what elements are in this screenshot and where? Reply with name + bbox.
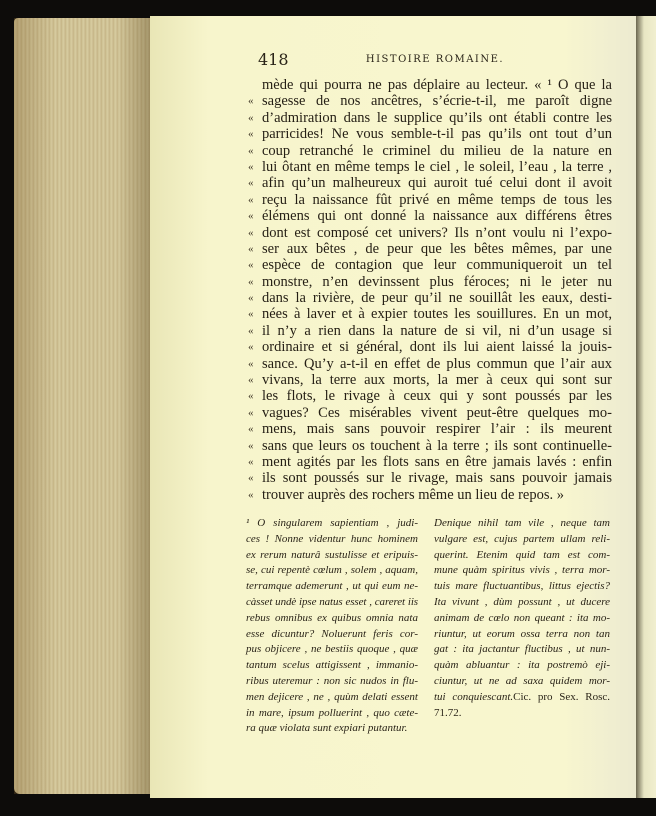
line-text: sagesse de nos ancêtres, s’écrie-t-il, me paroît digne [262, 93, 612, 110]
footnote-right-column [434, 516, 610, 721]
text-line [248, 437, 612, 454]
running-title: HISTOIRE ROMAINE. [365, 54, 505, 65]
quote-mark: « [248, 423, 254, 436]
text-line [248, 240, 612, 257]
footnote-line [434, 690, 610, 706]
text-line [248, 224, 612, 241]
footnote-line: Ita vivunt , dùm possunt , ut ducere [434, 595, 610, 608]
line-text: vivans, la terre aux morts, la mer à ceux qui sont sur [262, 372, 612, 389]
text-line [248, 470, 612, 487]
footnote-line: ciuntur, ut ne ad saxa quidem mor- [434, 674, 610, 687]
footnote-line: ra quæ violata sunt expiari putantur. [246, 722, 408, 735]
footnote-line: men dejicere , ne , quùm delati essent [246, 690, 418, 703]
line-text: vagues? Ces misérables vivent peut-être quelques mo- [262, 404, 612, 421]
footnote-line: esse dicuntur? Noluerunt feris cor- [246, 627, 418, 640]
text-line [248, 388, 612, 405]
quote-mark: « [248, 226, 254, 239]
text-line [248, 404, 612, 421]
line-text: dont est composé cet univers? Ils n’ont voulu ni l’expo- [262, 224, 612, 241]
line-text: dans la rivière, de peur qu’il ne souillât les eaux, desti- [262, 290, 612, 307]
quote-mark: « [248, 210, 254, 223]
text-line [262, 77, 612, 93]
text-line [248, 142, 612, 159]
text-line [248, 486, 612, 503]
footnote-line: se, cui repentè cœlum , solem , aquam, [246, 564, 418, 577]
line-text: d’admiration dans le supplice qu’ils ont établi contre les [262, 109, 612, 126]
quote-mark: « [248, 160, 254, 173]
line-text: lui ôtant en même temps le ciel , le soleil, l’eau , la terre , [262, 158, 612, 175]
quote-mark: « [248, 259, 254, 272]
quote-mark: « [248, 95, 254, 108]
quote-mark: « [248, 488, 254, 501]
line-text: ser aux bêtes , de peur que les bêtes mêmes, par une [262, 240, 612, 257]
footnote-line: tuis mare fluctuantibus, littus ejectis? [434, 580, 610, 593]
quote-mark: « [248, 357, 254, 370]
text-line [248, 126, 612, 143]
main-text [248, 77, 612, 503]
footnote-line: animam de cœlo non queant : ita mo- [434, 611, 610, 624]
line-text: afin qu’un malheureux qui auroit tué celui dont il avoit [262, 175, 612, 192]
text-line [248, 421, 612, 438]
text-line [248, 175, 612, 192]
line-text: mens, mais sans pouvoir respirer l’air : ils meurent [262, 421, 612, 438]
text-line [248, 322, 612, 339]
line-text: trouver auprès des rochers même un lieu de repos. » [262, 486, 564, 503]
footnote-line: rebus omnibus ex quibus omnia nata [246, 611, 418, 624]
footnote-line: vulgare est, cujus partem ullam reli- [434, 532, 610, 545]
quote-mark: « [248, 193, 254, 206]
quote-mark: « [248, 177, 254, 190]
footnote-line: riuntur, ut eorum ossa terra non tan [434, 627, 610, 640]
text-line [248, 453, 612, 470]
text-line [248, 158, 612, 175]
footnote-left-column [246, 516, 418, 737]
line-text: élémens qui ont donné la naissance aux différens êtres [262, 208, 612, 225]
line-text: monstre, n’en devinssent plus féroces; ni le jeter nu [262, 273, 612, 290]
line-text: sans que leurs os touchent à la terre ; ils sont continuelle- [262, 437, 612, 454]
footnote-line: pus objicere , ne bestiis quoque , quæ [246, 643, 418, 656]
quote-mark: « [248, 144, 254, 157]
footnote-line: quàm abluantur : ita postremò eji- [434, 659, 610, 672]
quote-mark: « [248, 308, 254, 321]
quote-mark: « [248, 406, 254, 419]
line-text: sance. Qu’y a-t-il en effet de plus commun que l’air aux [262, 355, 612, 372]
line-text: les flots, le rivage à ceux qui y sont poussés par les [262, 388, 612, 405]
line-text: ils sont poussés sur le rivage, mais sans pouvoir jamais [262, 470, 612, 487]
text-line [248, 191, 612, 208]
text-line [248, 109, 612, 126]
footnote-line: ex rerum naturâ sustulisse et eripuis- [246, 548, 418, 561]
quote-mark: « [248, 439, 254, 452]
text-line [248, 355, 612, 372]
page-edges-shade [14, 18, 152, 794]
footnote-text: tui conquiescant. [434, 690, 514, 703]
footnote-line: querint. Etenim quid tam est com- [434, 548, 610, 561]
quote-mark: « [248, 292, 254, 305]
quote-mark: « [248, 374, 254, 387]
page-header [258, 50, 612, 70]
quote-mark: « [248, 455, 254, 468]
quote-mark: « [248, 341, 254, 354]
footnote-line: Denique nihil tam vile , neque tam [434, 517, 610, 529]
text-line [248, 273, 612, 290]
line-text: nées à laver et à expier toutes les souillures. En un mot, [262, 306, 612, 323]
footnote-line: ces ! Nonne videntur hunc hominem [246, 532, 418, 545]
footnote-line: mune quàm spiritus vivis , terra mor- [434, 564, 610, 577]
line-text: ordinaire et si général, dont ils lui aient laissé la jouis- [262, 339, 612, 356]
line-text: il n’y a rien dans la nature de si vil, ni d’un usage si [262, 322, 612, 339]
line-text: espèce de contagion que leur communiqueroit un tel [262, 257, 612, 274]
text-line [248, 306, 612, 323]
line-text: reçu la naissance fût privé en même temps de tous les [262, 191, 612, 208]
footnote-line: tantum scelus attigissent , immanio- [246, 659, 418, 672]
quote-mark: « [248, 472, 254, 485]
text-line [248, 208, 612, 225]
facing-page-edge [636, 16, 656, 798]
quote-mark: « [248, 111, 254, 124]
text-line [248, 290, 612, 307]
quote-mark: « [248, 324, 254, 337]
footnote-line: gat : ita jactantur fluctibus , ut nun- [434, 643, 610, 656]
line-text: coup retranché le criminel du milieu de la nature en [262, 142, 612, 159]
text-line [248, 257, 612, 274]
footnote-line: càsset undè ipse natus esset , careret iis [246, 595, 418, 608]
text-line [248, 93, 612, 110]
quote-mark: « [248, 275, 254, 288]
line-text: ment agités par les flots sans en être jamais lavés : enfin [262, 453, 612, 470]
page-number: 418 [258, 50, 289, 69]
quote-mark: « [248, 242, 254, 255]
quote-mark: « [248, 128, 254, 141]
citation: Cic. pro Sex. Rosc. [513, 690, 610, 703]
citation-section: 71.72. [434, 706, 462, 719]
text-line [248, 372, 612, 389]
footnote-line: in mare, ipsum polluerint , quo cæte- [246, 706, 418, 719]
footnote-line: terramque ademerunt , ut qui eum ne- [246, 580, 418, 593]
footnote-line: ribus uteremur : non sic nudos in flu- [246, 674, 418, 687]
quote-mark: « [248, 390, 254, 403]
footnote-line: ¹ O singularem sapientiam , judi- [246, 517, 418, 529]
line-text: parricides! Ne vous semble-t-il pas qu’ils ont tout d’un [262, 126, 612, 143]
line-text: mède qui pourra ne pas déplaire au lecteur. « ¹ O que la [262, 77, 612, 93]
text-line [248, 339, 612, 356]
